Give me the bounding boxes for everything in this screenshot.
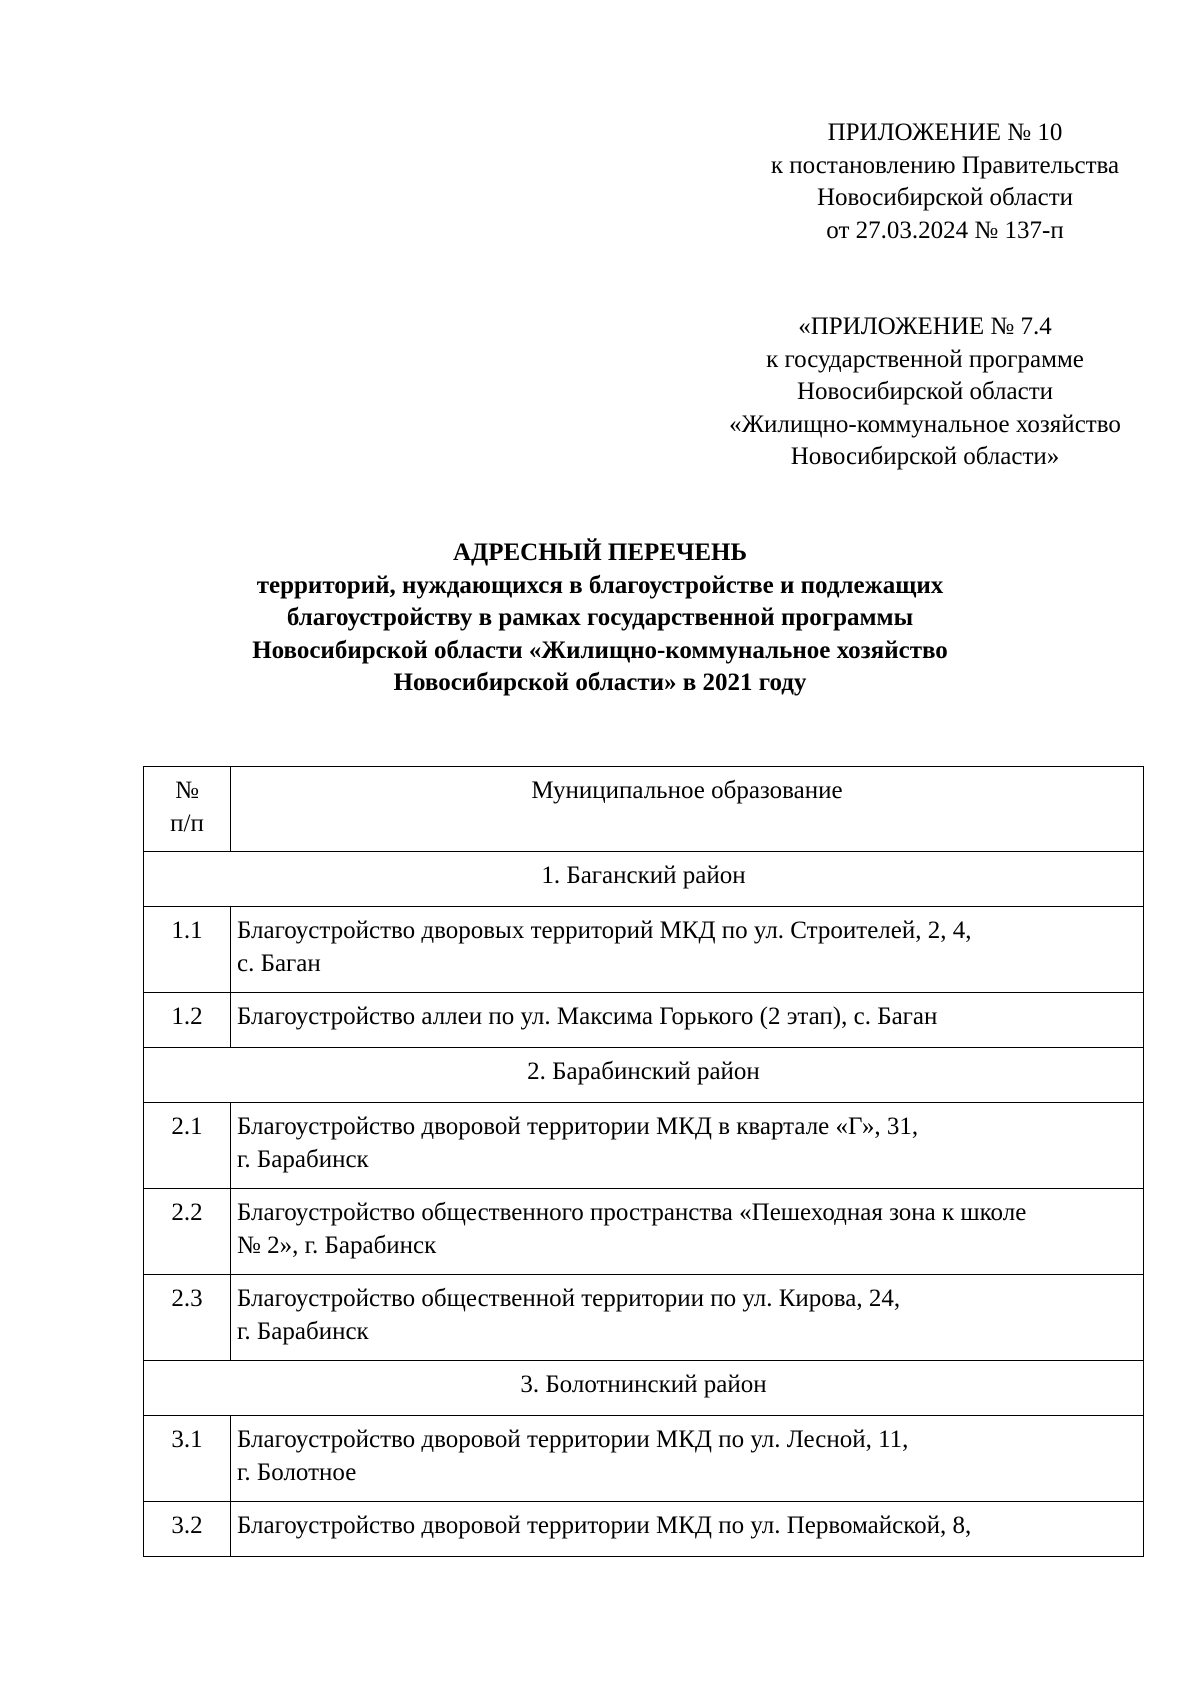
title-line: АДРЕСНЫЙ ПЕРЕЧЕНЬ [452,539,747,566]
row-text-line: Благоустройство дворовой территории МКД по ул. Первомайской, 8, [237,1512,972,1539]
row-text-cell [231,1189,1144,1275]
table-row [144,1103,1144,1189]
appendix-sub-line: Новосибирской области [796,378,1054,405]
row-text-line: г. Болотное [237,1458,357,1486]
row-num-cell: 2.3 [144,1275,231,1361]
table-row [144,1189,1144,1275]
title-line: Новосибирской области» в 2021 году [393,669,807,696]
section-cell: 2. Барабинский район [144,1048,1144,1103]
section-cell: 3. Болотнинский район [144,1361,1144,1416]
row-text-line: Благоустройство дворовых территорий МКД по ул. Строителей, 2, 4, [237,917,972,944]
row-text-cell [231,1416,1144,1502]
appendix-sub-line: «Жилищно-коммунальное хозяйство [729,410,1121,438]
row-text-cell [231,993,1144,1048]
table-row [144,993,1144,1048]
row-text-line: г. Барабинск [237,1145,369,1173]
header-name-cell: Муниципальное образование [231,767,1144,852]
row-text-cell [231,1103,1144,1189]
row-num-cell: 2.1 [144,1103,231,1189]
row-text-line: Благоустройство дворовой территории МКД в квартале «Г», 31, [237,1113,919,1140]
row-text-line: Благоустройство общественного пространства «Пешеходная зона к школе [237,1199,1027,1226]
title-line: Новосибирской области «Жилищно-коммунальное хозяйство [252,636,948,664]
row-text-line: г. Барабинск [237,1317,369,1345]
title-line: благоустройству в рамках государственной программы [286,604,914,631]
appendix-sub-header [690,311,1160,474]
header-num-line2: п/п [170,809,204,837]
row-num-cell: 1.2 [144,993,231,1048]
row-text-line: Благоустройство дворовой территории МКД по ул. Лесной, 11, [237,1426,909,1453]
table-row [144,1416,1144,1502]
appendix-main-line: к постановлению Правительства [770,151,1120,179]
appendix-main-line: Новосибирской области [816,184,1074,211]
appendix-main-header [745,117,1145,247]
appendix-sub-line: к государственной программе [766,345,1084,373]
table-section-row [144,852,1144,907]
row-num-cell: 1.1 [144,907,231,993]
table-section-row [144,1048,1144,1103]
header-num-line1: № [175,777,199,804]
table-header-row [144,767,1144,852]
appendix-sub-line: Новосибирской области» [790,443,1060,470]
table-section-row [144,1361,1144,1416]
row-text-line: Благоустройство общественной территории по ул. Кирова, 24, [237,1285,901,1312]
title-line: территорий, нуждающихся в благоустройстве и подлежащих [256,571,944,599]
appendix-main-line: от 27.03.2024 № 137-п [826,216,1064,244]
row-text-cell [231,907,1144,993]
row-text-cell [231,1502,1144,1557]
appendix-sub-line: «ПРИЛОЖЕНИЕ № 7.4 [798,313,1052,340]
row-num-cell: 3.2 [144,1502,231,1557]
address-list-table [143,766,1144,1557]
row-text-line: № 2», г. Барабинск [237,1231,437,1259]
row-num-cell: 3.1 [144,1416,231,1502]
document-title [150,537,1050,700]
row-text-cell [231,1275,1144,1361]
table-row [144,1502,1144,1557]
row-text-line: Благоустройство аллеи по ул. Максима Горького (2 этап), с. Баган [237,1003,938,1030]
row-num-cell: 2.2 [144,1189,231,1275]
row-text-line: с. Баган [237,949,321,977]
table-row [144,1275,1144,1361]
section-cell: 1. Баганский район [144,852,1144,907]
table-row [144,907,1144,993]
header-num-cell [144,767,231,852]
appendix-main-line: ПРИЛОЖЕНИЕ № 10 [827,119,1063,146]
